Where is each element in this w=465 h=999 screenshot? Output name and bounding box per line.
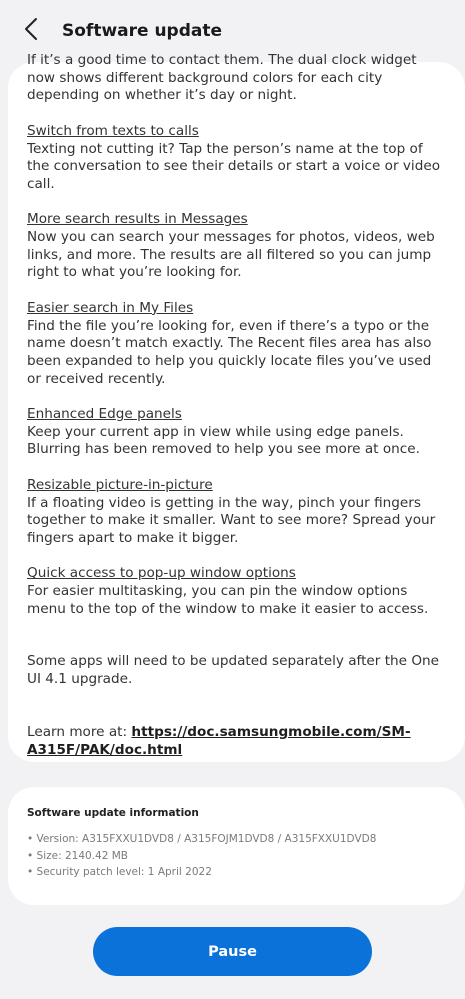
security-patch-item: • Security patch level: 1 April 2022 [27, 866, 212, 878]
notes-partial-text: If it’s a good time to contact them. The dual clock widget now shows different background colors for each city depending on whether it’s day or night. [27, 52, 417, 104]
notes-section-heading: Switch from texts to calls [27, 122, 199, 139]
size-item: • Size: 2140.42 MB [27, 849, 128, 862]
release-notes-card[interactable] [8, 52, 465, 762]
page-title: Software update [62, 21, 223, 41]
notes-section [27, 123, 447, 194]
notes-section [27, 211, 447, 282]
notes-partial-section [27, 52, 447, 105]
separate-update-text: Some apps will need to be updated separately after the One UI 4.1 upgrade. [27, 653, 440, 688]
notes-section-heading: Easier search in My Files [27, 299, 194, 316]
notes-section-body: Now you can search your messages for photos, videos, web links, and more. The results are all filtered so you can jump right to what you’re looking for. [27, 229, 435, 281]
notes-section-heading: Quick access to pop-up window options [27, 565, 296, 582]
separate-update-note [27, 653, 447, 688]
notes-section [27, 477, 447, 548]
release-notes-content [27, 52, 447, 777]
notes-section [27, 406, 447, 459]
notes-section [27, 565, 447, 618]
update-info-card [8, 787, 465, 905]
chevron-left-icon [24, 18, 38, 44]
notes-section-body: Find the file you’re looking for, even if there’s a typo or the name doesn’t match exactly. The Recent files area has also been expanded to help you quickly locate files you’ve used or received recently. [27, 317, 432, 387]
notes-section-body: If a floating video is getting in the way, pinch your fingers together to make it smaller. Want to see more? Spread your fingers apart to make it bigger. [27, 494, 436, 546]
learn-more-label: Learn more at: [27, 723, 132, 740]
learn-more [27, 724, 447, 759]
learn-more-link[interactable]: https://doc.samsungmobile.com/SM-A315F/PAK/doc.html [27, 723, 411, 758]
notes-section-body: For easier multitasking, you can pin the window options menu to the top of the window to make it easier to access. [27, 583, 429, 617]
notes-section-heading: More search results in Messages [27, 211, 248, 228]
notes-section-body: Keep your current app in view while using edge panels. Blurring has been removed to help you see more at once. [27, 423, 420, 458]
notes-section-heading: Enhanced Edge panels [27, 406, 182, 422]
update-info-title: Software update information [27, 807, 199, 819]
pause-button[interactable]: Pause [93, 927, 372, 976]
version-item: • Version: A315FXXU1DVD8 / A315FOJM1DVD8 / A315FXXU1DVD8 [27, 833, 377, 845]
notes-section-heading: Resizable picture-in-picture [27, 476, 213, 493]
notes-section [27, 300, 447, 389]
notes-section-body: Texting not cutting it? Tap the person’s name at the top of the conversation to see their details or start a voice or video call. [27, 140, 441, 192]
update-info-list [27, 831, 446, 881]
